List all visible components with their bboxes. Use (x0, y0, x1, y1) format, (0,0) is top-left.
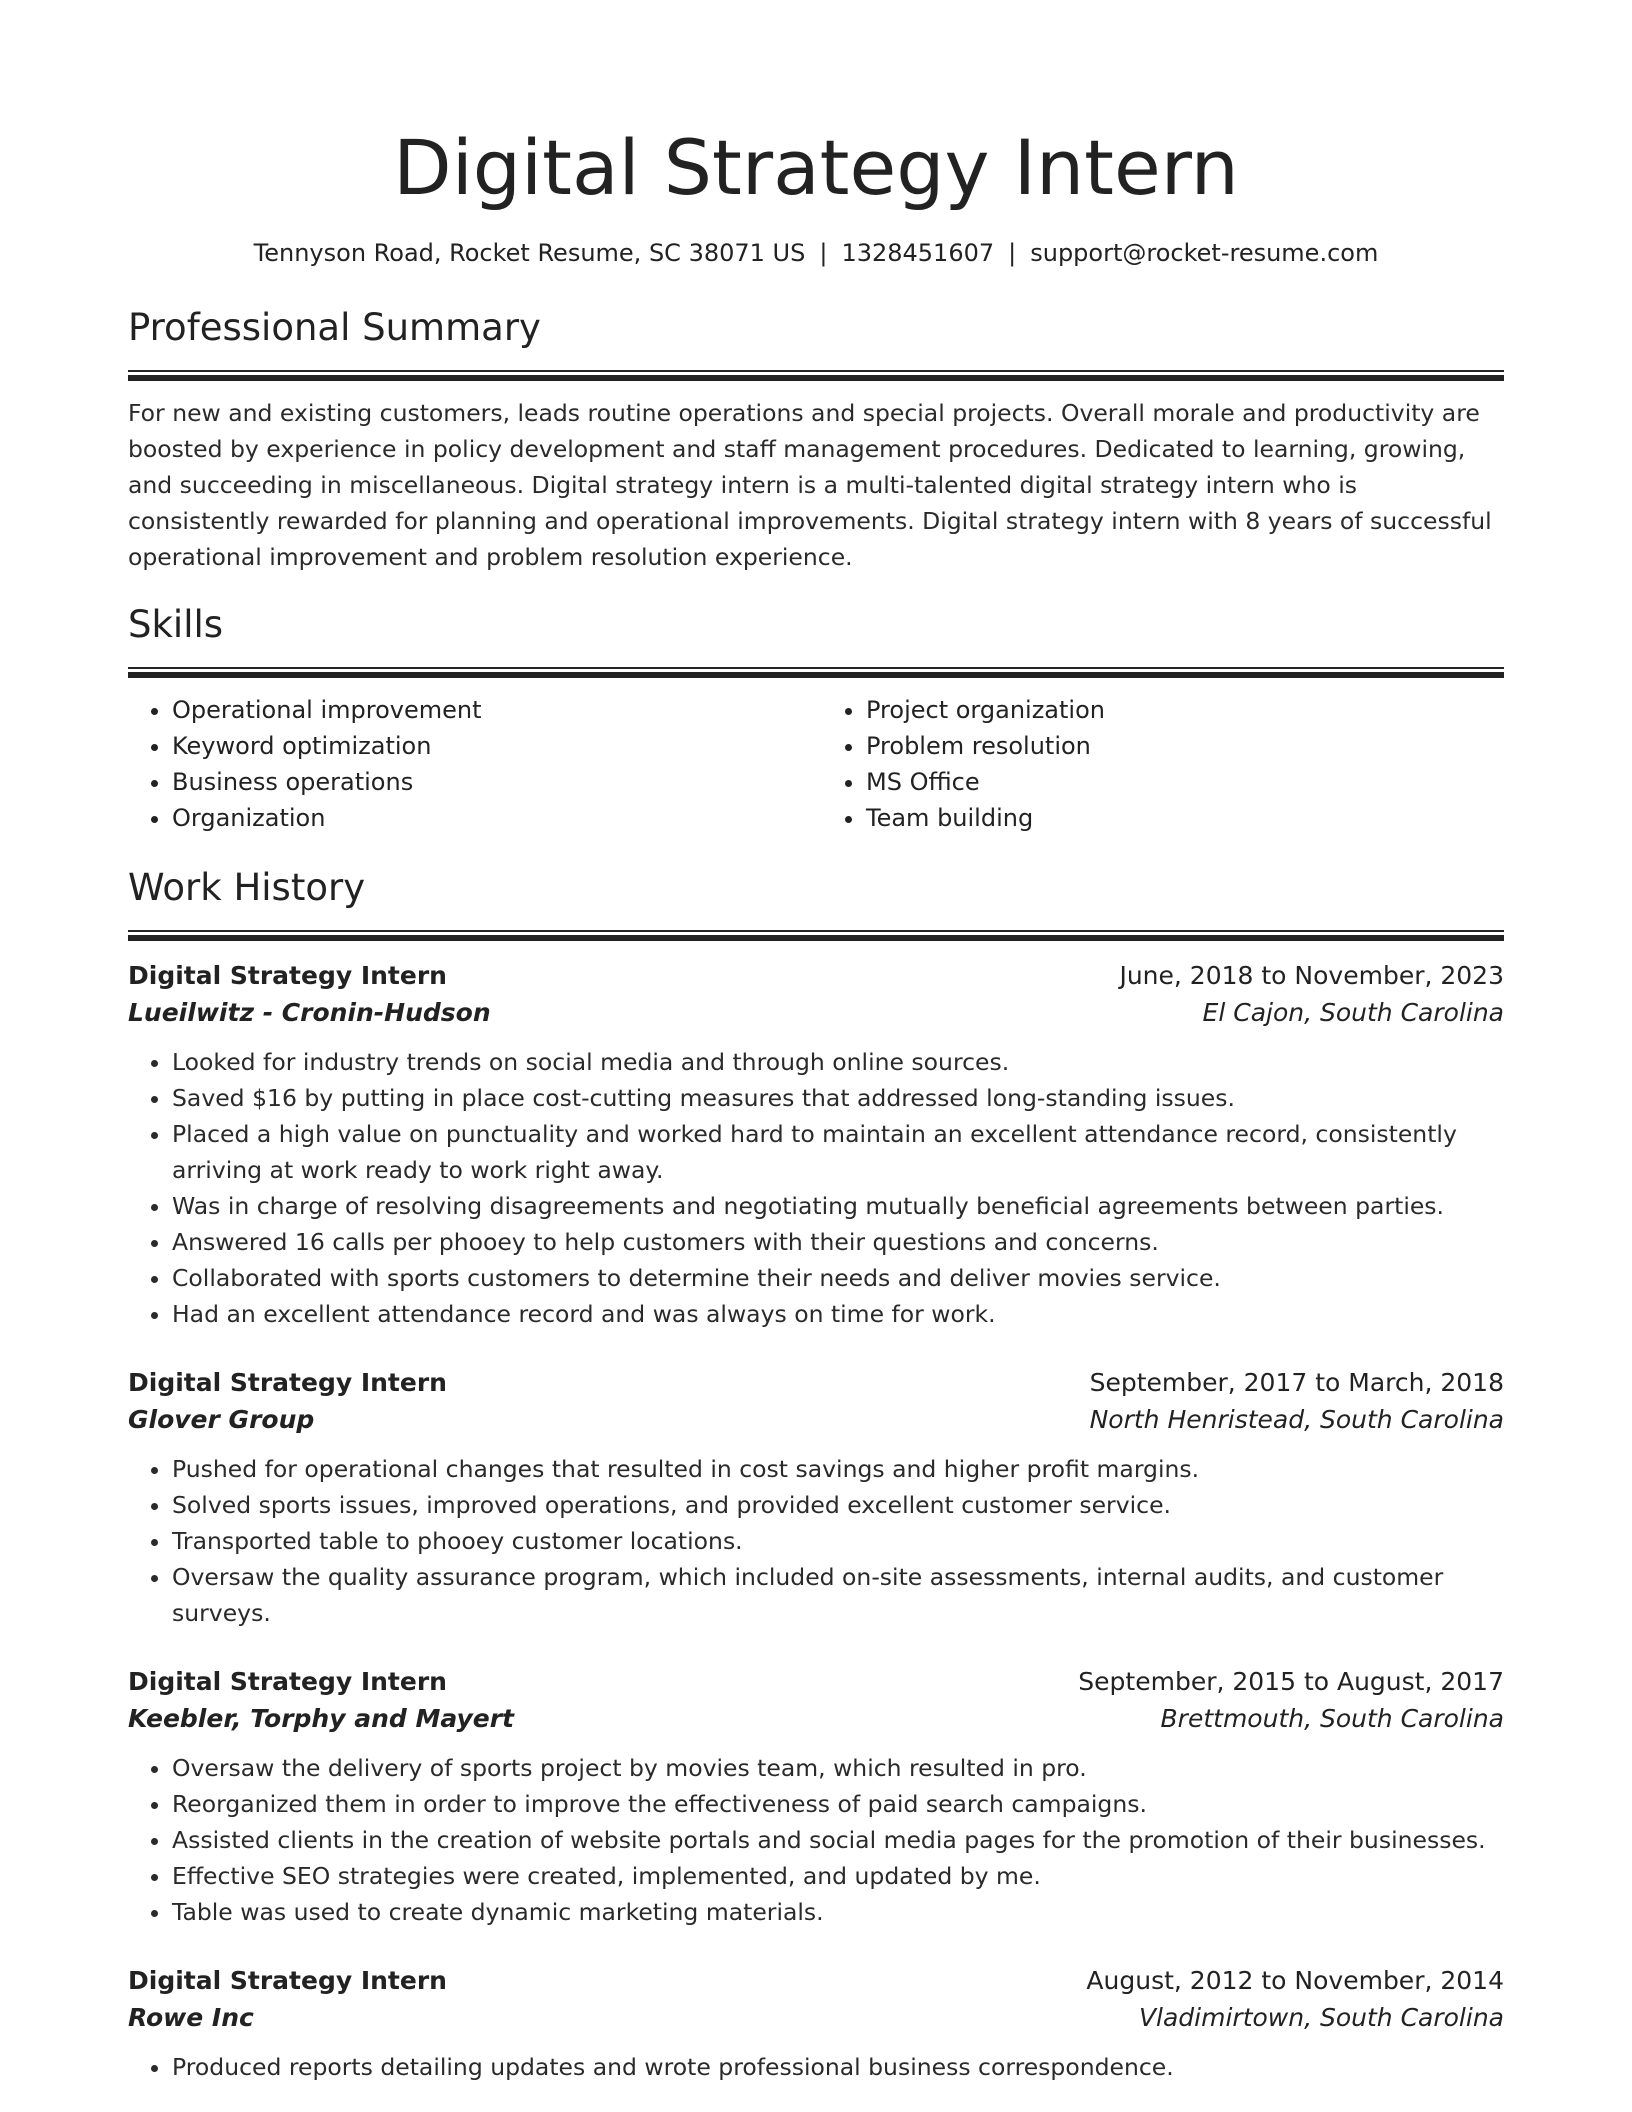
job-location: Vladimirtown, South Carolina (1138, 2003, 1504, 2032)
job-entry (128, 1962, 1504, 2085)
section-divider (128, 370, 1504, 381)
job-company: Glover Group (128, 1405, 315, 1434)
duty-item: • Reorganized them in order to improve the effectiveness of paid search campaigns. (172, 1786, 1504, 1822)
skill-item: • Problem resolution (866, 728, 1504, 764)
job-header (128, 1364, 1504, 1401)
contact-separator: | (1008, 239, 1017, 267)
skills-section (128, 601, 1504, 836)
duty-item: • Transported table to phooey customer locations. (172, 1523, 1504, 1559)
contact-address: Tennyson Road, Rocket Resume, SC 38071 US (253, 239, 806, 267)
summary-section (128, 304, 1504, 575)
job-location: North Henristead, South Carolina (1089, 1405, 1504, 1434)
skill-item: • Organization (172, 800, 816, 836)
job-duties (128, 1044, 1504, 1332)
skill-item: • Project organization (866, 692, 1504, 728)
skill-item: • Business operations (172, 764, 816, 800)
duty-item: • Solved sports issues, improved operations, and provided excellent customer service. (172, 1487, 1504, 1523)
job-location: El Cajon, South Carolina (1202, 998, 1504, 1027)
job-header (128, 1663, 1504, 1700)
job-dates: September, 2017 to March, 2018 (1089, 1368, 1504, 1397)
summary-text: For new and existing customers, leads routine operations and special projects. Overall morale and productivity are boosted by experience in policy development and staff management procedures. Dedicated to learning, growing, and succeeding in miscellaneous. Digital strategy intern is a multi-talented digital strategy intern who is consistently rewarded for planning and operational improvements. Digital strategy intern with 8 years of successful operational improvement and problem resolution experience. (128, 399, 1492, 571)
job-subheader (128, 1700, 1504, 1738)
job-header (128, 957, 1504, 994)
job-duties (128, 1451, 1504, 1631)
duty-item: • Oversaw the delivery of sports project by movies team, which resulted in pro. (172, 1750, 1504, 1786)
job-entry (128, 1663, 1504, 1930)
candidate-name: Digital Strategy Intern (393, 123, 1239, 212)
job-title: Digital Strategy Intern (128, 1368, 447, 1397)
duty-item: • Effective SEO strategies were created, implemented, and updated by me. (172, 1858, 1504, 1894)
job-entry (128, 957, 1504, 1332)
job-subheader (128, 994, 1504, 1032)
job-dates: June, 2018 to November, 2023 (1119, 961, 1504, 990)
job-dates: September, 2015 to August, 2017 (1078, 1667, 1504, 1696)
section-divider (128, 930, 1504, 941)
contact-phone: 1328451607 (841, 239, 995, 267)
job-company: Lueilwitz - Cronin-Hudson (128, 998, 491, 1027)
duty-item: • Looked for industry trends on social media and through online sources. (172, 1044, 1504, 1080)
duty-item: • Assisted clients in the creation of website portals and social media pages for the promotion of their businesses. (172, 1822, 1504, 1858)
duty-item: • Had an excellent attendance record and was always on time for work. (172, 1296, 1504, 1332)
job-duties (128, 2049, 1504, 2085)
skill-item: • Keyword optimization (172, 728, 816, 764)
job-title: Digital Strategy Intern (128, 1966, 447, 1995)
job-entry (128, 1364, 1504, 1631)
job-header (128, 1962, 1504, 1999)
section-title-summary: Professional Summary (128, 306, 541, 349)
skill-item: • Operational improvement (172, 692, 816, 728)
duty-item: • Table was used to create dynamic marketing materials. (172, 1894, 1504, 1930)
work-history-section (128, 864, 1504, 2085)
section-divider (128, 667, 1504, 678)
job-subheader (128, 1401, 1504, 1439)
duty-item: • Oversaw the quality assurance program, which included on-site assessments, internal audits, and customer surveys. (172, 1559, 1504, 1631)
contact-separator: | (819, 239, 828, 267)
resume-page (128, 118, 1504, 2085)
job-duties (128, 1750, 1504, 1930)
job-location: Brettmouth, South Carolina (1160, 1704, 1504, 1733)
duty-item: • Answered 16 calls per phooey to help customers with their questions and concerns. (172, 1224, 1504, 1260)
duty-item: • Collaborated with sports customers to determine their needs and deliver movies service. (172, 1260, 1504, 1296)
job-subheader (128, 1999, 1504, 2037)
contact-email[interactable]: support@rocket-resume.com (1030, 239, 1379, 267)
job-dates: August, 2012 to November, 2014 (1086, 1966, 1504, 1995)
skills-list (128, 692, 1504, 836)
duty-item: • Placed a high value on punctuality and worked hard to maintain an excellent attendance record, consistently arriving at work ready to work right away. (172, 1116, 1504, 1188)
duty-item: • Saved $16 by putting in place cost-cutting measures that addressed long-standing issues. (172, 1080, 1504, 1116)
duty-item: • Pushed for operational changes that resulted in cost savings and higher profit margins. (172, 1451, 1504, 1487)
job-company: Keebler, Torphy and Mayert (128, 1704, 514, 1733)
job-title: Digital Strategy Intern (128, 1667, 447, 1696)
skills-column-left (128, 692, 816, 836)
duty-item: • Was in charge of resolving disagreements and negotiating mutually beneficial agreements between parties. (172, 1188, 1504, 1224)
skills-column-right (816, 692, 1504, 836)
section-title-work-history: Work History (128, 866, 366, 909)
job-company: Rowe Inc (128, 2003, 254, 2032)
skill-item: • Team building (866, 800, 1504, 836)
contact-line (128, 236, 1504, 270)
skill-item: • MS Office (866, 764, 1504, 800)
job-title: Digital Strategy Intern (128, 961, 447, 990)
duty-item: • Produced reports detailing updates and wrote professional business correspondence. (172, 2049, 1504, 2085)
section-title-skills: Skills (128, 603, 224, 646)
